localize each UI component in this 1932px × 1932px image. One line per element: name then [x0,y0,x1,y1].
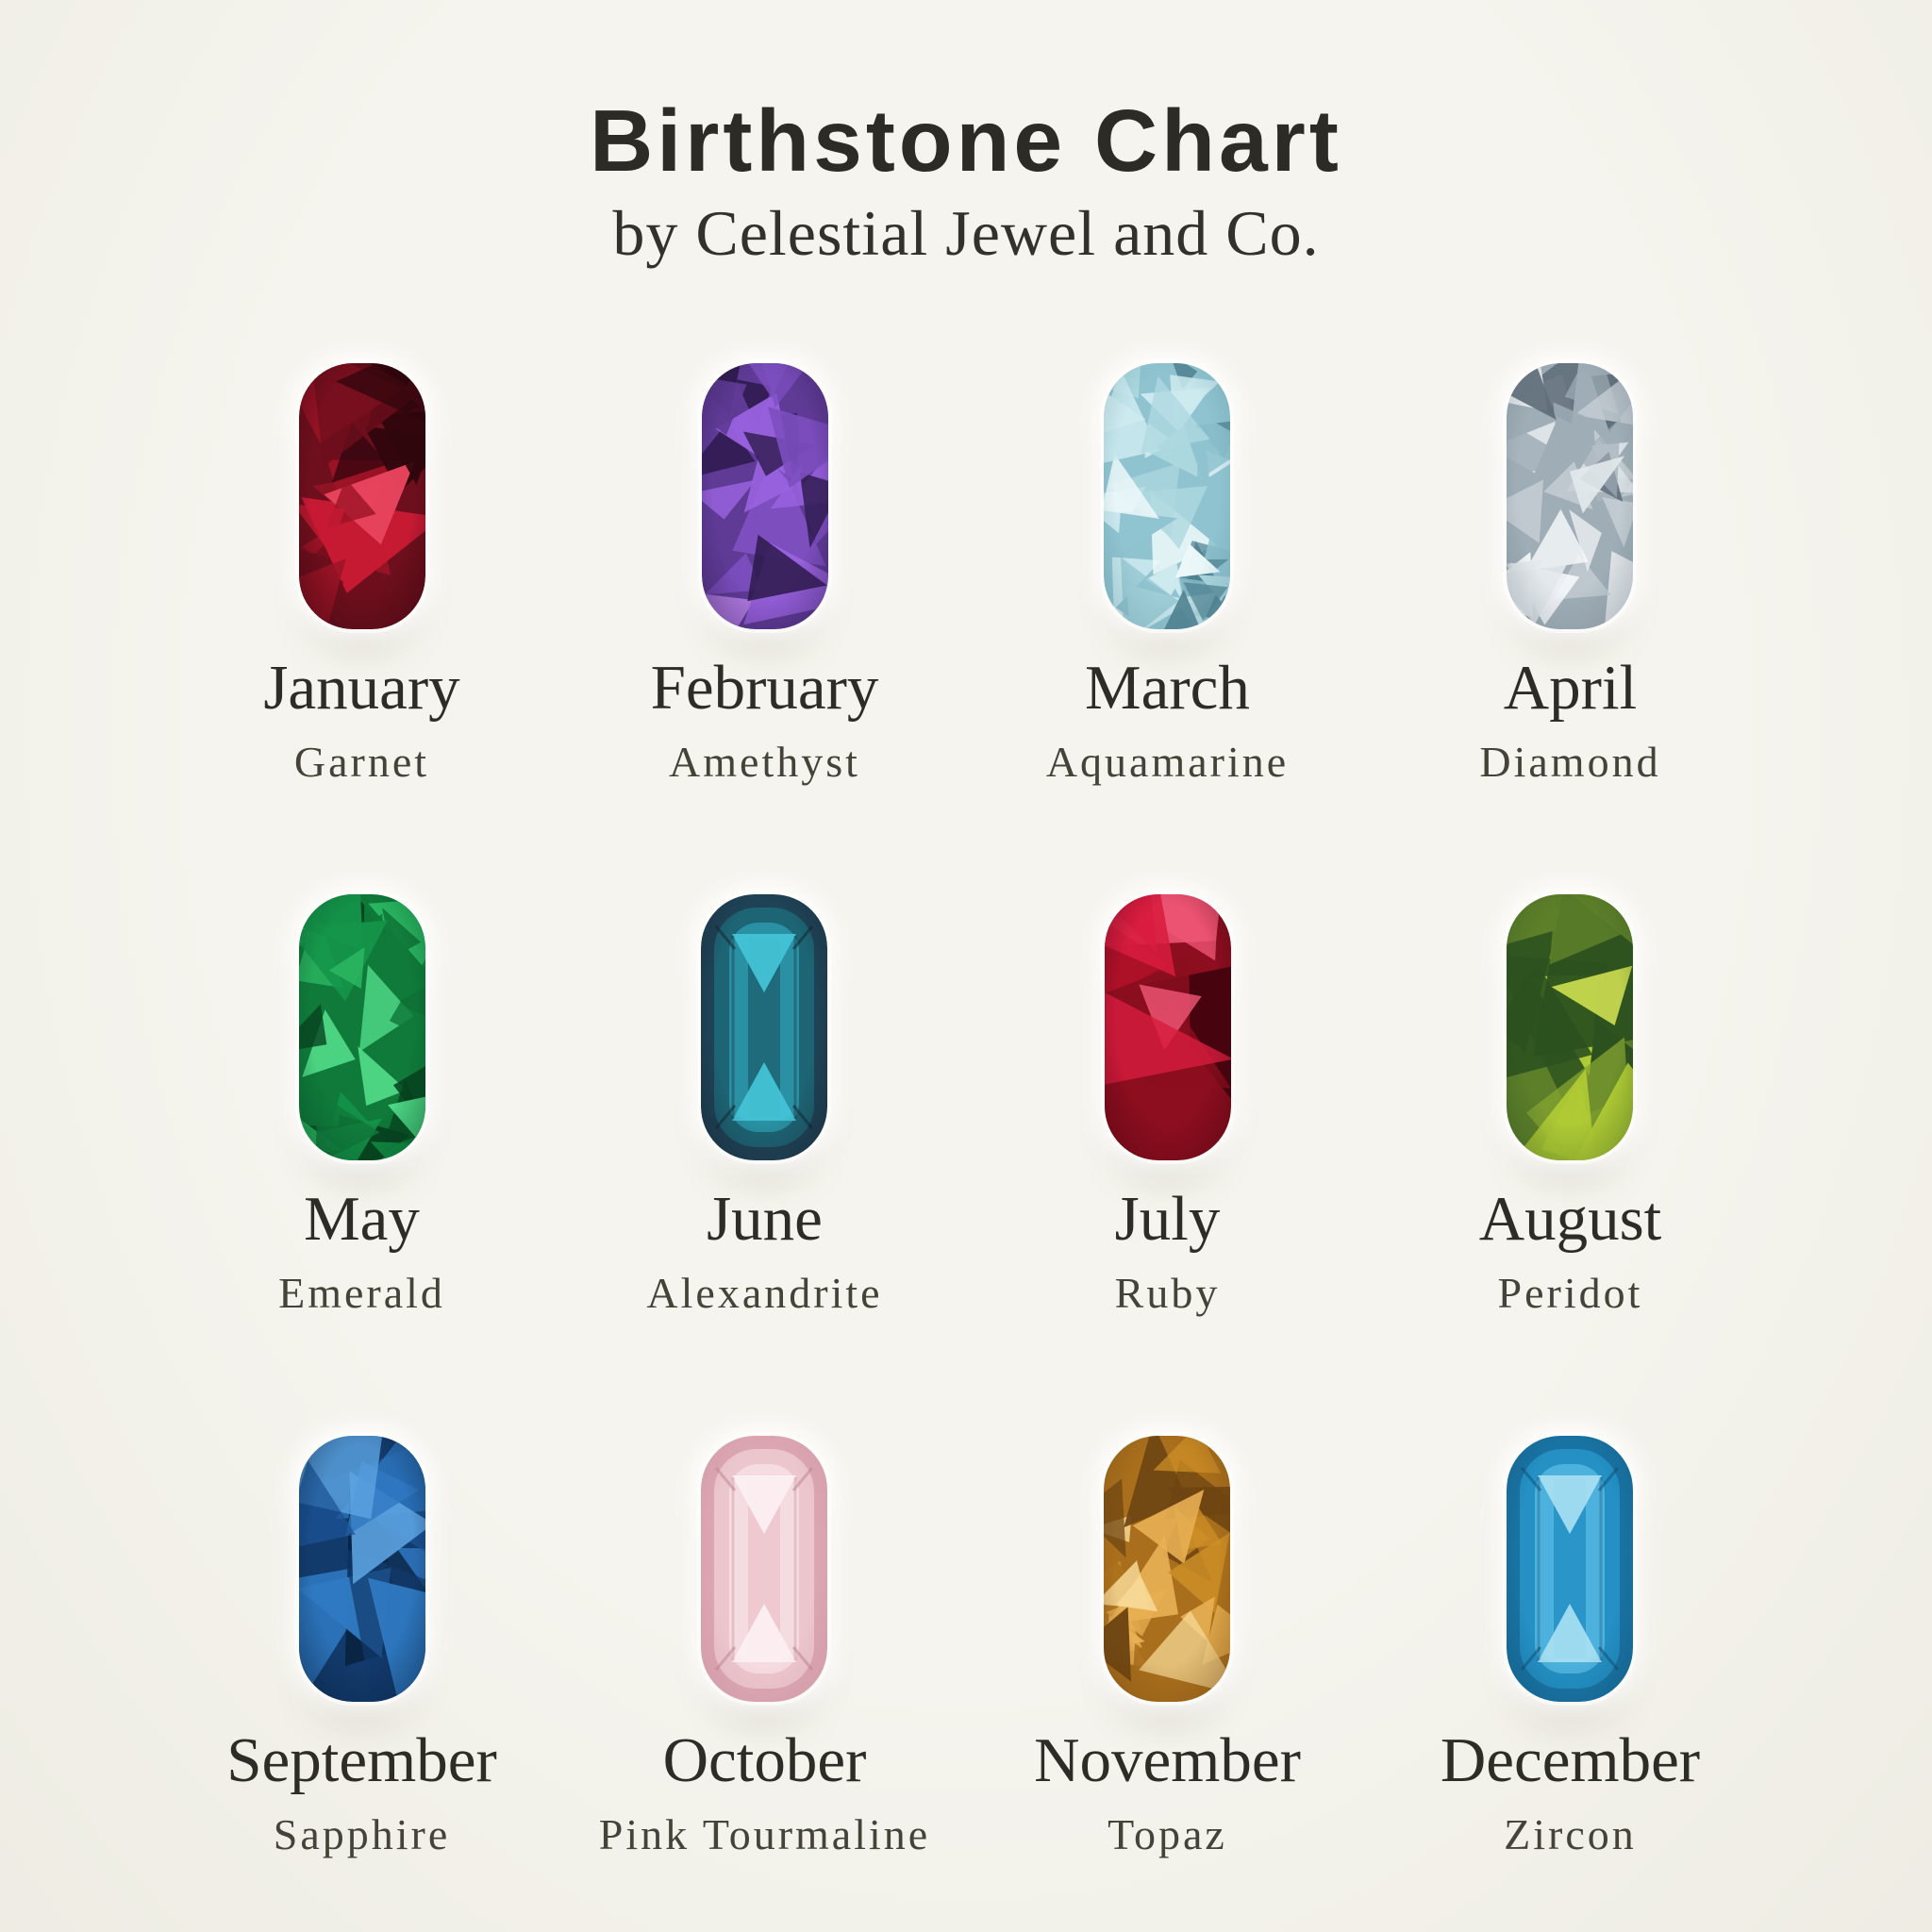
garnet-gem-icon [299,363,425,629]
sapphire-gem-icon [299,1436,425,1702]
gem-cell-january [263,363,459,894]
stone-label: Emerald [278,1269,445,1318]
stone-label: Peridot [1497,1269,1643,1318]
stone-label: Diamond [1479,738,1661,787]
ruby-gem-icon [1105,894,1231,1160]
month-label: January [263,653,460,723]
month-label: May [304,1184,420,1254]
stone-label: Aquamarine [1045,738,1290,787]
month-label: October [662,1725,867,1795]
month-label: July [1114,1184,1221,1254]
gem-cell-february [651,363,879,894]
diamond-gem-icon [1507,363,1633,629]
month-label: November [1034,1725,1301,1795]
emerald-gem-icon [299,894,425,1160]
gem-cell-november [1034,1436,1301,1860]
alexandrite-gem-icon [701,894,827,1160]
stone-label: Pink Tourmaline [598,1810,931,1859]
stone-label: Zircon [1504,1810,1637,1859]
gem-cell-july [1105,894,1231,1436]
pink-tourmaline-gem-icon [701,1436,827,1702]
month-label: June [707,1184,823,1254]
peridot-gem-icon [1507,894,1633,1160]
gem-cell-march [1046,363,1289,894]
topaz-gem-icon [1104,1436,1230,1702]
gem-cell-december [1441,1436,1700,1860]
gem-cell-october [599,1436,930,1860]
zircon-gem-icon [1507,1436,1633,1702]
stone-label: Sapphire [273,1810,451,1859]
amethyst-gem-icon [702,363,828,629]
month-label: September [226,1725,497,1795]
stone-label: Ruby [1114,1269,1221,1318]
page-title: Birthstone Chart [590,92,1342,190]
page-subtitle: by Celestial Jewel and Co. [612,197,1320,270]
month-label: April [1503,653,1638,723]
gem-cell-april [1479,363,1660,894]
poster-header [0,92,1932,270]
stone-label: Garnet [293,738,430,787]
month-label: August [1478,1184,1662,1254]
month-label: December [1440,1725,1701,1795]
stone-label: Alexandrite [646,1269,883,1318]
gem-cell-september [226,1436,497,1860]
gem-cell-june [646,894,882,1436]
month-label: February [650,653,879,723]
birthstone-grid [160,363,1772,1860]
aquamarine-gem-icon [1104,363,1230,629]
gem-cell-may [278,894,445,1436]
month-label: March [1085,653,1250,723]
stone-label: Amethyst [669,738,860,787]
gem-cell-august [1479,894,1662,1436]
stone-label: Topaz [1108,1810,1227,1859]
